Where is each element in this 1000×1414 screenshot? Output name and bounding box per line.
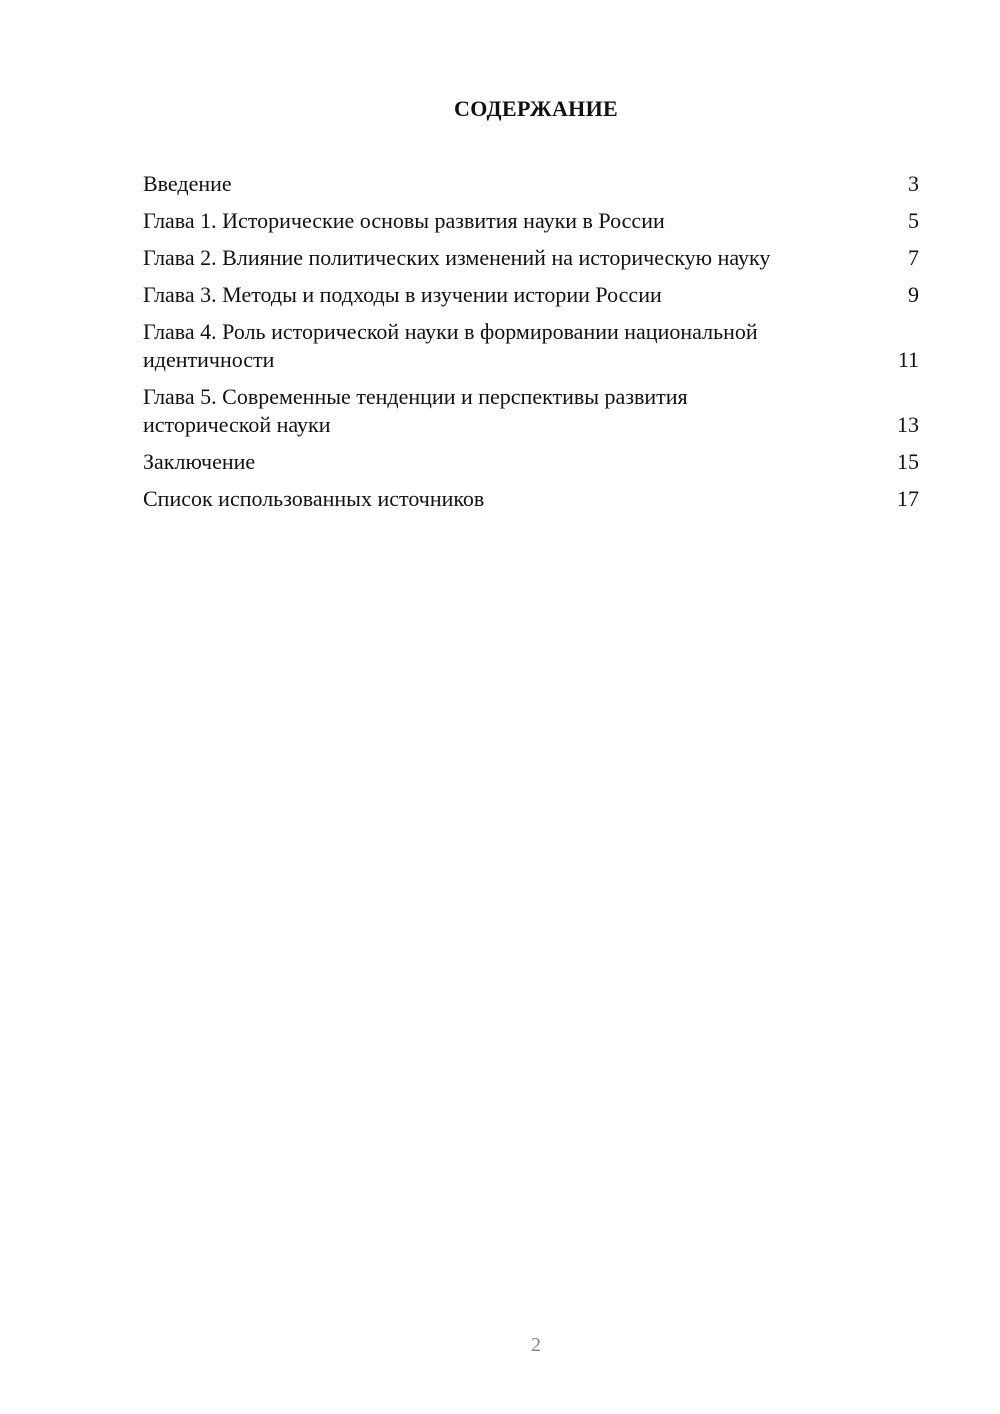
- toc-entry-page: 3: [908, 171, 919, 196]
- toc-entry-chapter-2: [143, 244, 919, 272]
- toc-entry-page: 11: [897, 347, 919, 372]
- toc-entry-text: Введение: [143, 171, 232, 196]
- toc-entry-chapter-4: [143, 318, 919, 374]
- toc-entry-references: [143, 485, 919, 513]
- toc-entry-text: Глава 3. Методы и подходы в изучении истории России: [143, 282, 662, 307]
- toc-entry-text: Заключение: [143, 449, 256, 474]
- toc-entry-introduction: [143, 170, 919, 198]
- toc-entry-text: Глава 1. Исторические основы развития науки в России: [143, 208, 665, 233]
- toc-entry-chapter-3: [143, 281, 919, 309]
- toc-entry-conclusion: [143, 448, 919, 476]
- toc-entry-text: Список использованных источников: [143, 486, 485, 511]
- toc-entry-text: Глава 5. Современные тенденции и перспективы развития исторической науки: [143, 384, 688, 437]
- toc-entry-page: 7: [908, 245, 919, 270]
- page-title: СОДЕРЖАНИЕ: [454, 96, 618, 121]
- toc-entry-chapter-1: [143, 207, 919, 235]
- page-number: 2: [531, 1334, 541, 1356]
- toc-entry-page: 13: [897, 412, 919, 437]
- toc-entry-text: Глава 2. Влияние политических изменений на историческую науку: [143, 245, 771, 270]
- toc-entry-page: 17: [897, 486, 919, 511]
- toc-entry-text: Глава 4. Роль исторической науки в формировании национальной идентичности: [143, 319, 758, 372]
- toc-entry-page: 15: [897, 449, 919, 474]
- toc-entry-page: 9: [908, 282, 919, 307]
- table-of-contents: [143, 170, 919, 522]
- toc-entry-page: 5: [908, 208, 919, 233]
- toc-entry-chapter-5: [143, 383, 919, 439]
